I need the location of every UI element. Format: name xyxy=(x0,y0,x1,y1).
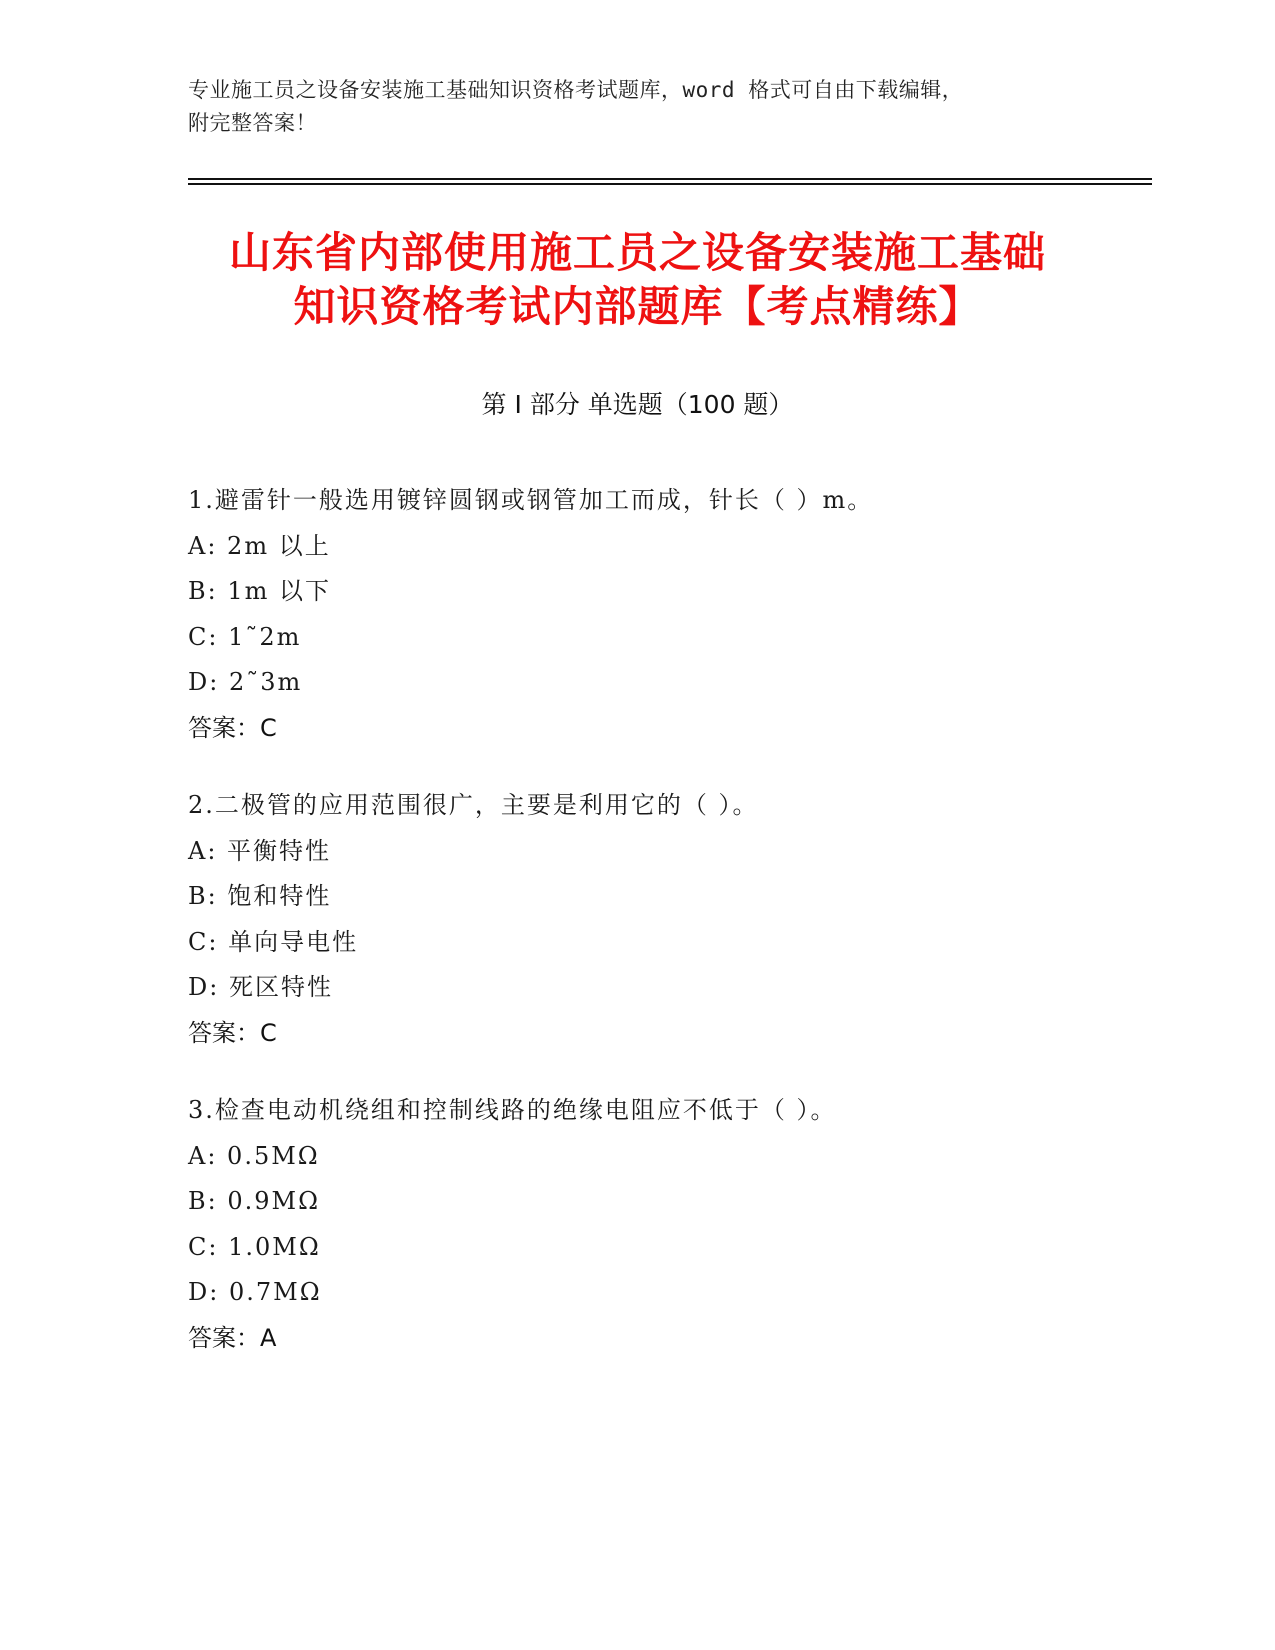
answer-text: 答案：C xyxy=(188,713,277,742)
option-d: D: 死区特性 xyxy=(188,973,333,1001)
question-3 xyxy=(188,1088,1148,1361)
option-b: B: 0.9MΩ xyxy=(188,1187,320,1215)
option-c: C: 1˜2m xyxy=(188,622,302,651)
question-stem: 1.避雷针一般选用镀锌圆钢或钢管加工而成，针长（ ）m。 xyxy=(188,486,874,514)
question-1 xyxy=(188,478,1148,751)
document-title xyxy=(150,226,1125,334)
section-heading: 第 I 部分 单选题（100 题） xyxy=(481,390,794,419)
option-a: A: 平衡特性 xyxy=(188,836,332,865)
header-note xyxy=(188,74,1088,140)
option-c: C: 1.0MΩ xyxy=(188,1232,321,1261)
question-2 xyxy=(188,783,1148,1056)
option-d: D: 0.7MΩ xyxy=(188,1278,322,1306)
question-stem: 2.二极管的应用范围很广，主要是利用它的（ ）。 xyxy=(188,791,759,819)
answer-text: 答案：C xyxy=(188,1018,277,1047)
question-list xyxy=(188,478,1148,1393)
header-note-line-1: 专业施工员之设备安装施工基础知识资格考试题库，word 格式可自由下载编辑， xyxy=(188,78,964,102)
question-stem: 3.检查电动机绕组和控制线路的绝缘电阻应不低于（ ）。 xyxy=(188,1096,837,1124)
header-divider-bottom xyxy=(188,183,1152,185)
document-title-line-1: 山东省内部使用施工员之设备安装施工基础 xyxy=(228,228,1046,277)
header-divider-top xyxy=(188,178,1152,180)
option-d: D: 2˜3m xyxy=(188,668,303,696)
option-b: B: 饱和特性 xyxy=(188,882,332,910)
header-note-line-2: 附完整答案！ xyxy=(188,111,317,135)
document-title-line-2: 知识资格考试内部题库【考点精练】 xyxy=(293,282,982,331)
option-a: A: 0.5MΩ xyxy=(188,1141,320,1170)
option-c: C: 单向导电性 xyxy=(188,927,359,956)
option-a: A: 2m 以上 xyxy=(188,531,331,560)
option-b: B: 1m 以下 xyxy=(188,577,332,605)
answer-text: 答案：A xyxy=(188,1323,277,1352)
